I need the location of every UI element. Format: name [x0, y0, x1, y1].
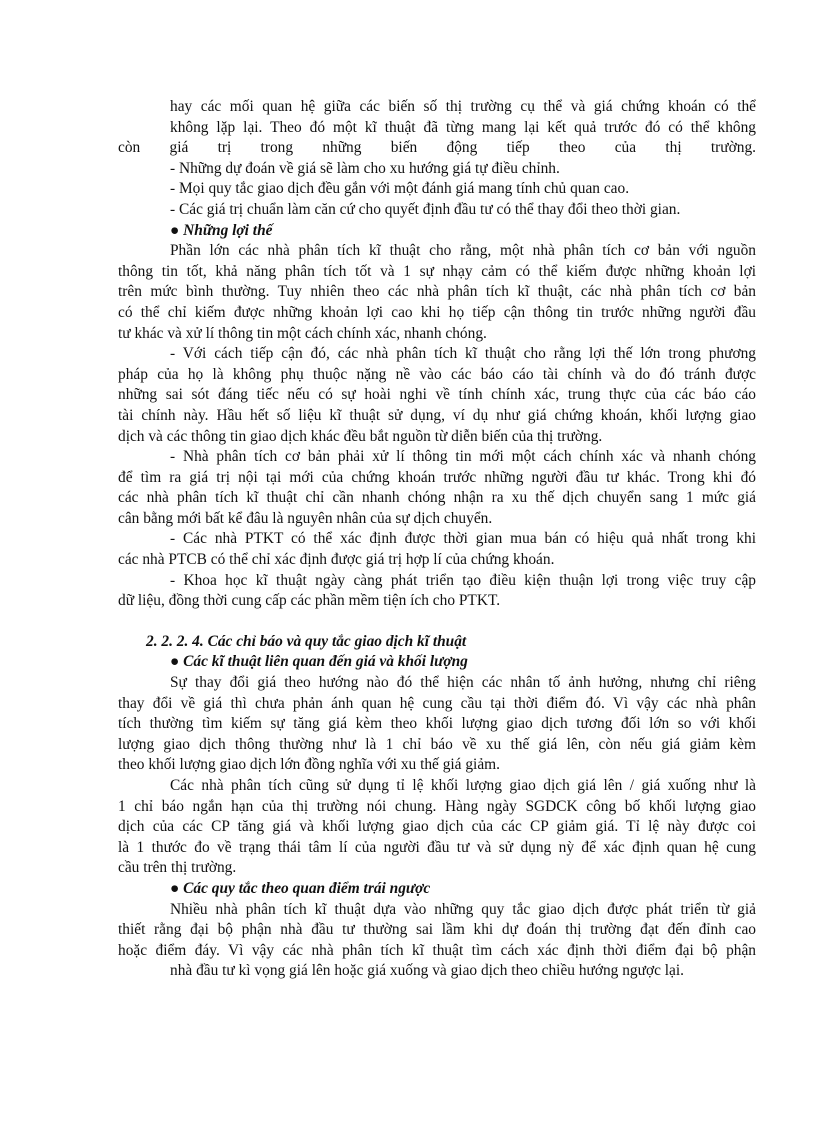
paragraph-line: - Với cách tiếp cận đó, các nhà phân tích kĩ thuật cho rằng lợi thế lớn trong phương — [170, 345, 756, 363]
paragraph-line: Nhiều nhà phân tích kĩ thuật dựa vào những quy tắc giao dịch được phát triển từ giả — [170, 900, 756, 918]
paragraph-line: trên mức bình thường. Tuy nhiên theo các nhà phân tích kĩ thuật, các nhà phân tích cơ bản — [118, 283, 756, 301]
list-item: - Những dự đoán về giá sẽ làm cho xu hướng giá tự điều chỉnh. — [170, 159, 560, 177]
paragraph-line: hoặc điểm đáy. Vì vậy các nhà phân tích kĩ thuật tìm cách xác định thời điểm đại bộ phận — [118, 941, 756, 959]
paragraph-line: - Nhà phân tích cơ bản phải xử lí thông tin mới một cách chính xác và nhanh chóng — [170, 448, 756, 466]
paragraph-line: cân bằng mới bất kể đâu là nguyên nhân của sự dịch chuyển. — [118, 509, 493, 527]
list-item: - Mọi quy tắc giao dịch đều gắn với một đánh giá mang tính chủ quan cao. — [170, 180, 630, 198]
paragraph-line: Các nhà phân tích cũng sử dụng tỉ lệ khối lượng giao dịch giá lên / giá xuống như là — [170, 777, 756, 794]
paragraph-line: là 1 thước đo về trạng thái tâm lí của người đầu tư và sử dụng nỳ để xác định quan hệ cung — [118, 838, 756, 856]
paragraph-line: dịch và các thông tin giao dịch khác đều bắt nguồn từ diễn biến của thị trường. — [118, 427, 603, 445]
paragraph-line: tài chính này. Hầu hết số liệu kĩ thuật sử dụng, ví dụ như giá chứng khoán, khối lượng giao — [118, 406, 756, 424]
paragraph-line: tư khác và xử lí thông tin một cách chính xác, nhanh chóng. — [118, 324, 487, 342]
document-page — [118, 97, 756, 982]
paragraph-line: - Các nhà PTKT có thể xác định được thời gian mua bán có hiệu quả nhất trong khi — [170, 530, 756, 548]
spacer — [118, 612, 756, 632]
paragraph-line: thay đổi về giá thì chưa phản ánh quan hệ cung cầu tại thời điểm đó. Vì vậy các nhà phân — [118, 694, 756, 712]
price-volume-heading: ● Các kĩ thuật liên quan đến giá và khối lượng — [170, 653, 468, 671]
paragraph-line: thiết rằng đại bộ phận nhà đầu tư thường sai lầm khi dự đoán thị trường đạt đến đỉnh cao — [118, 921, 756, 939]
paragraph-line: 1 chỉ báo ngắn hạn của thị trường nói chung. Hàng ngày SGDCK công bố khối lượng giao — [118, 797, 756, 815]
paragraph-line: pháp của họ là không phụ thuộc nặng nề vào các báo cáo tài chính và do đó tránh được — [118, 365, 756, 383]
paragraph-line: hay các mối quan hệ giữa các biến số thị trường cụ thể và giá chứng khoán có thể — [170, 98, 756, 115]
paragraph-line: nhà đầu tư kì vọng giá lên hoặc giá xuống và giao dịch theo chiều hướng ngược lại. — [170, 962, 685, 980]
paragraph-line: dịch của các CP tăng giá và khối lượng giao dịch của các CP giảm giá. Tỉ lệ này được coi — [118, 818, 756, 836]
paragraph-line: cầu trên thị trường. — [118, 859, 237, 877]
contrarian-heading: ● Các quy tắc theo quan điểm trái ngược — [170, 879, 431, 897]
paragraph-line: có thể chỉ kiếm được những khoản lợi cao khi họ tiếp cận thông tin trước những người đầu — [118, 303, 756, 321]
paragraph-line: thông tin tốt, khả năng phân tích tốt và 1 sự nhạy cảm có thể kiếm được những khoản lợi — [118, 262, 756, 280]
section-heading: 2. 2. 2. 4. Các chỉ báo và quy tắc giao dịch kĩ thuật — [146, 632, 467, 650]
paragraph-line: các nhà phân tích kĩ thuật chỉ cần nhanh chóng nhận ra xu thế dịch chuyển sang 1 mức giá — [118, 489, 756, 507]
paragraph-line: Phần lớn các nhà phân tích kĩ thuật cho rằng, một nhà phân tích cơ bản với nguồn — [170, 242, 756, 260]
paragraph-line: những sai sót đáng tiếc nếu có sự hoài nghi về tính chính xác, trung thực của các báo cáo — [118, 386, 756, 404]
paragraph-line: lượng giao dịch thông thường như là 1 chỉ báo về xu thế giá lên, còn nếu giá giảm kèm — [118, 735, 756, 753]
paragraph-line: theo khối lượng giao dịch lớn đồng nghĩa với xu thế giá giảm. — [118, 756, 500, 774]
paragraph-line: để tìm ra giá trị nội tại mới của chứng khoán trước những người đầu tư khác. Trong khi đó — [118, 468, 756, 486]
paragraph-line: tích thường tìm kiếm sự tăng giá kèm theo khối lượng giao dịch tương đối lớn so với khối — [118, 715, 756, 733]
paragraph-line: các nhà PTCB có thể chỉ xác định được giá trị hợp lí của chứng khoán. — [118, 551, 555, 569]
list-item: - Các giá trị chuẩn làm căn cứ cho quyết định đầu tư có thể thay đổi theo thời gian. — [170, 200, 681, 218]
paragraph-line: Sự thay đổi giá theo hướng nào đó thể hiện các nhân tố ảnh hưởng, nhưng chỉ riêng — [170, 674, 756, 692]
advantages-heading: ● Những lợi thế — [170, 221, 273, 239]
paragraph-line: còn giá trị trong những biến động tiếp theo của thị trường. — [118, 139, 756, 157]
paragraph-line: dữ liệu, đồng thời cung cấp các phần mềm tiện ích cho PTKT. — [118, 592, 501, 610]
paragraph-line: không lặp lại. Theo đó một kĩ thuật đã từng mang lại kết quả trước đó có thể không — [170, 118, 756, 136]
paragraph-line: - Khoa học kĩ thuật ngày càng phát triển tạo điều kiện thuận lợi trong việc truy cập — [170, 571, 756, 589]
